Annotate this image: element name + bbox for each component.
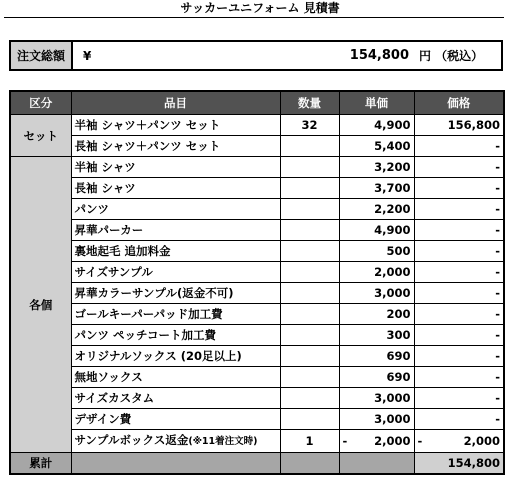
item-name: パンツ ペッチコート加工費 — [71, 325, 280, 346]
item-price: - — [414, 178, 504, 199]
item-price: - — [414, 409, 504, 430]
title-divider — [4, 17, 504, 18]
cumulative-label: 累計 — [10, 453, 71, 475]
refund-item-note: (※11着注文時) — [188, 436, 258, 447]
item-name: 半袖 シャツ — [71, 157, 280, 178]
item-name: パンツ — [71, 199, 280, 220]
item-name: 昇華カラーサンプル(返金不可) — [71, 283, 280, 304]
item-price: - — [414, 388, 504, 409]
cumulative-blank — [280, 453, 339, 475]
quote-table — [9, 90, 505, 475]
item-unit-price: 4,900 — [339, 115, 414, 136]
item-name: 裏地起毛 追加料金 — [71, 241, 280, 262]
table-row — [10, 178, 504, 199]
item-name: サイズサンプル — [71, 262, 280, 283]
cumulative-row — [10, 453, 504, 475]
table-row — [10, 325, 504, 346]
item-quantity — [280, 220, 339, 241]
table-row — [10, 220, 504, 241]
item-name: デザイン費 — [71, 409, 280, 430]
item-quantity — [280, 409, 339, 430]
item-unit-price: 2,200 — [339, 199, 414, 220]
order-total-box — [9, 40, 503, 71]
item-price: - — [414, 346, 504, 367]
item-unit-price: 690 — [339, 346, 414, 367]
item-unit-price: 500 — [339, 241, 414, 262]
item-name: オリジナルソックス (20足以上) — [71, 346, 280, 367]
item-quantity — [280, 157, 339, 178]
item-price: - — [414, 283, 504, 304]
header-price: 価格 — [414, 91, 504, 115]
item-unit-price: 3,000 — [339, 283, 414, 304]
table-row — [10, 388, 504, 409]
item-price: - — [414, 220, 504, 241]
item-name: 無地ソックス — [71, 367, 280, 388]
item-quantity — [280, 283, 339, 304]
item-quantity — [280, 178, 339, 199]
item-unit-price: 2,000 — [339, 262, 414, 283]
order-total-amount: 154,800 — [349, 48, 409, 63]
header-quantity: 数量 — [280, 91, 339, 115]
cumulative-blank — [71, 453, 280, 475]
currency-symbol: ¥ — [83, 48, 92, 63]
price-value: 2,000 — [463, 434, 500, 448]
item-price: - — [414, 367, 504, 388]
item-quantity — [280, 262, 339, 283]
item-price: - — [414, 304, 504, 325]
item-price: - — [414, 136, 504, 157]
item-quantity — [280, 388, 339, 409]
cumulative-blank — [339, 453, 414, 475]
item-price: 156,800 — [414, 115, 504, 136]
table-row — [10, 157, 504, 178]
item-quantity — [280, 346, 339, 367]
table-row — [10, 199, 504, 220]
item-name: 長袖 シャツ — [71, 178, 280, 199]
item-price: - — [414, 199, 504, 220]
item-name: 半袖 シャツ＋パンツ セット — [71, 115, 280, 136]
table-header-row — [10, 91, 504, 115]
category-set: セット — [10, 115, 71, 157]
item-unit-price — [339, 430, 414, 453]
item-price: - — [414, 241, 504, 262]
minus-sign: - — [342, 434, 348, 448]
item-quantity — [280, 241, 339, 262]
item-name: ゴールキーパーパッド加工費 — [71, 304, 280, 325]
order-total-unit: 円 （税込） — [419, 49, 484, 63]
item-name: サイズカスタム — [71, 388, 280, 409]
item-unit-price: 690 — [339, 367, 414, 388]
item-name: 昇華パーカー — [71, 220, 280, 241]
item-unit-price: 3,200 — [339, 157, 414, 178]
item-price: - — [414, 157, 504, 178]
order-total-label: 注文総額 — [11, 42, 73, 69]
category-each: 各個 — [10, 157, 71, 453]
header-category: 区分 — [10, 91, 71, 115]
item-name — [71, 430, 280, 453]
header-item: 品目 — [71, 91, 280, 115]
item-price — [414, 430, 504, 453]
item-price: - — [414, 325, 504, 346]
item-quantity: 32 — [280, 115, 339, 136]
item-unit-price: 300 — [339, 325, 414, 346]
item-unit-price: 3,000 — [339, 388, 414, 409]
table-row — [10, 409, 504, 430]
item-quantity — [280, 136, 339, 157]
item-unit-price: 4,900 — [339, 220, 414, 241]
table-row — [10, 262, 504, 283]
table-row — [10, 136, 504, 157]
minus-sign: - — [417, 434, 423, 448]
item-unit-price: 3,000 — [339, 409, 414, 430]
table-row — [10, 241, 504, 262]
table-row — [10, 115, 504, 136]
item-unit-price: 5,400 — [339, 136, 414, 157]
table-row — [10, 304, 504, 325]
table-row — [10, 283, 504, 304]
table-row — [10, 346, 504, 367]
table-row-refund — [10, 430, 504, 453]
item-quantity: 1 — [280, 430, 339, 453]
item-unit-price: 200 — [339, 304, 414, 325]
item-quantity — [280, 199, 339, 220]
item-quantity — [280, 325, 339, 346]
item-price: - — [414, 262, 504, 283]
refund-item-label: サンプルボックス返金 — [74, 433, 189, 447]
item-quantity — [280, 304, 339, 325]
document-title: サッカーユニフォーム 見積書 — [180, 1, 340, 15]
item-quantity — [280, 367, 339, 388]
table-row — [10, 367, 504, 388]
header-unit-price: 単価 — [339, 91, 414, 115]
unit-price-value: 2,000 — [374, 434, 411, 448]
cumulative-total: 154,800 — [414, 453, 504, 475]
item-unit-price: 3,700 — [339, 178, 414, 199]
item-name: 長袖 シャツ＋パンツ セット — [71, 136, 280, 157]
